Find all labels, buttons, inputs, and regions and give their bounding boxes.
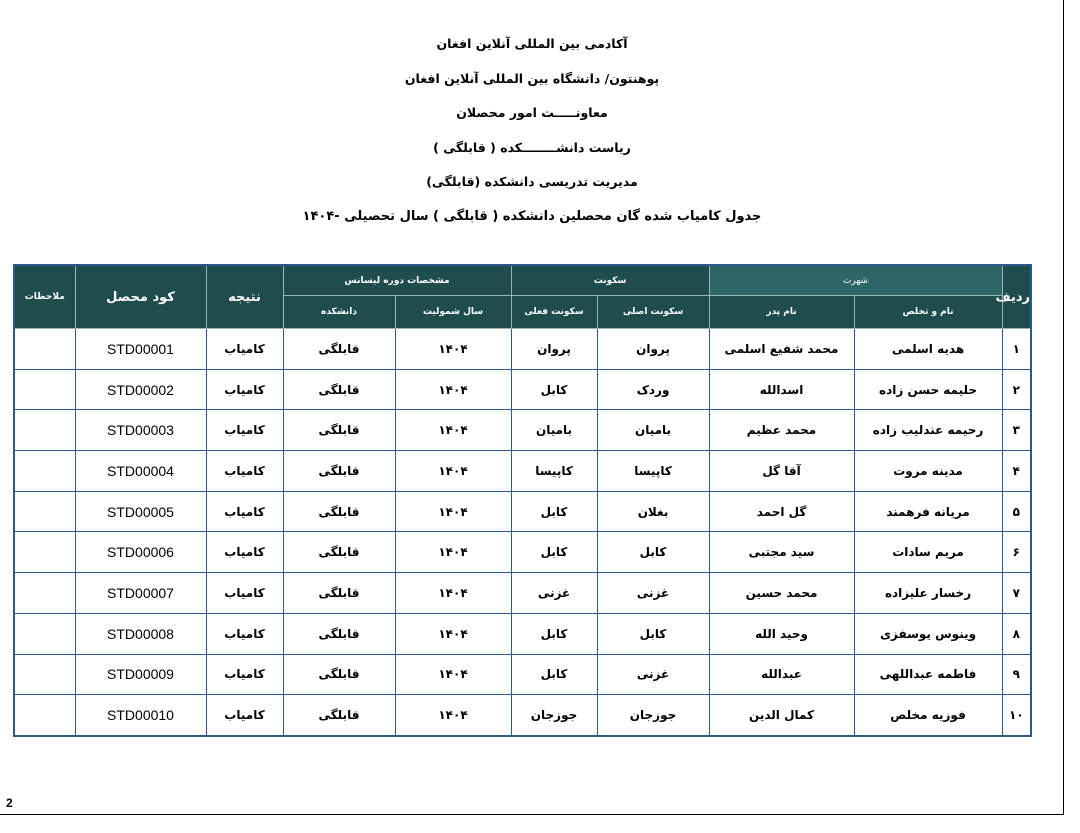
- cell-original-residence: جوزجان: [597, 695, 709, 736]
- cell-result: کامیاب: [206, 410, 283, 451]
- cell-name: حلیمه حسن زاده: [854, 369, 1002, 410]
- deputy-title: معاونـــــت امور محصلان: [456, 105, 608, 120]
- cell-notes: [14, 451, 75, 492]
- cell-result: کامیاب: [206, 654, 283, 695]
- cell-notes: [14, 369, 75, 410]
- cell-enroll-year: ۱۴۰۴: [395, 654, 511, 695]
- cell-name: رحیمه عندلیب زاده: [854, 410, 1002, 451]
- cell-original-residence: غزنی: [597, 654, 709, 695]
- cell-name: مدینه مروت: [854, 451, 1002, 492]
- cell-student-code: STD00003: [75, 410, 206, 451]
- cell-original-residence: کابل: [597, 532, 709, 573]
- cell-father-name: عبدالله: [709, 654, 854, 695]
- header-identity-group: شهرت: [709, 265, 1002, 296]
- cell-notes: [14, 532, 75, 573]
- table-row: [14, 491, 1031, 532]
- table-row: [14, 410, 1031, 451]
- header-student-code: کود محصل: [75, 265, 206, 329]
- academy-title: آکادمی بین المللی آنلاین افغان: [436, 36, 628, 51]
- cell-current-residence: کابل: [511, 369, 597, 410]
- cell-faculty: قابلگی: [283, 613, 395, 654]
- cell-enroll-year: ۱۴۰۴: [395, 573, 511, 614]
- cell-row-number: ۵: [1002, 491, 1031, 532]
- cell-faculty: قابلگی: [283, 573, 395, 614]
- document-header: [0, 30, 1064, 237]
- cell-name: مریانه فرهمند: [854, 491, 1002, 532]
- cell-original-residence: غزنی: [597, 573, 709, 614]
- table-caption: جدول کامیاب شده گان محصلین دانشکده ( قابلگی ) سال تحصیلی -۱۴۰۴: [302, 208, 762, 224]
- cell-enroll-year: ۱۴۰۴: [395, 532, 511, 573]
- table-row: [14, 573, 1031, 614]
- page-number: 2: [6, 796, 13, 810]
- faculty-presidency-title: ریاست دانشــــــــکده ( قابلگی ): [433, 139, 631, 155]
- cell-student-code: STD00008: [75, 613, 206, 654]
- cell-name: رخسار علیزاده: [854, 573, 1002, 614]
- header-bachelor-group: مشخصات دوره لیسانس: [283, 265, 511, 296]
- cell-faculty: قابلگی: [283, 410, 395, 451]
- cell-student-code: STD00004: [75, 451, 206, 492]
- cell-result: کامیاب: [206, 532, 283, 573]
- table-row: [14, 654, 1031, 695]
- cell-name: هدیه اسلمی: [854, 329, 1002, 370]
- cell-name: فاطمه عبداللهی: [854, 654, 1002, 695]
- cell-faculty: قابلگی: [283, 329, 395, 370]
- cell-faculty: قابلگی: [283, 451, 395, 492]
- cell-current-residence: کابل: [511, 613, 597, 654]
- cell-enroll-year: ۱۴۰۴: [395, 369, 511, 410]
- cell-row-number: ۷: [1002, 573, 1031, 614]
- teaching-management-title: مدیریت تدریسی دانشکده (قابلگی): [426, 174, 638, 189]
- cell-student-code: STD00010: [75, 695, 206, 736]
- cell-student-code: STD00009: [75, 654, 206, 695]
- cell-notes: [14, 410, 75, 451]
- cell-enroll-year: ۱۴۰۴: [395, 410, 511, 451]
- cell-faculty: قابلگی: [283, 369, 395, 410]
- header-notes: ملاحظات: [14, 265, 75, 329]
- table-row: [14, 695, 1031, 736]
- cell-notes: [14, 613, 75, 654]
- cell-enroll-year: ۱۴۰۴: [395, 329, 511, 370]
- cell-faculty: قابلگی: [283, 491, 395, 532]
- cell-father-name: وحید الله: [709, 613, 854, 654]
- university-title: پوهنتون/ دانشگاه بین المللی آنلاین افغان: [404, 70, 660, 86]
- cell-row-number: ۲: [1002, 369, 1031, 410]
- cell-current-residence: غزنی: [511, 573, 597, 614]
- cell-current-residence: کابل: [511, 532, 597, 573]
- header-father-name: نام پدر: [709, 296, 854, 329]
- cell-current-residence: جوزجان: [511, 695, 597, 736]
- table-row: [14, 369, 1031, 410]
- cell-father-name: محمد شفیع اسلمی: [709, 329, 854, 370]
- cell-father-name: کمال الدین: [709, 695, 854, 736]
- header-current-residence: سکونت فعلی: [511, 296, 597, 329]
- cell-notes: [14, 695, 75, 736]
- cell-faculty: قابلگی: [283, 532, 395, 573]
- cell-student-code: STD00005: [75, 491, 206, 532]
- cell-father-name: گل احمد: [709, 491, 854, 532]
- cell-name: فوزیه مخلص: [854, 695, 1002, 736]
- cell-name: وینوس یوسفزی: [854, 613, 1002, 654]
- cell-name: مریم سادات: [854, 532, 1002, 573]
- cell-result: کامیاب: [206, 573, 283, 614]
- cell-father-name: آقا گل: [709, 451, 854, 492]
- cell-current-residence: بامیان: [511, 410, 597, 451]
- cell-father-name: محمد عظیم: [709, 410, 854, 451]
- header-enroll-year: سال شمولیت: [395, 296, 511, 329]
- cell-result: کامیاب: [206, 369, 283, 410]
- cell-result: کامیاب: [206, 491, 283, 532]
- cell-father-name: سید مجتبی: [709, 532, 854, 573]
- cell-row-number: ۸: [1002, 613, 1031, 654]
- header-row-number: ردیف: [1002, 265, 1031, 329]
- results-table: [13, 264, 1032, 737]
- cell-result: کامیاب: [206, 329, 283, 370]
- cell-original-residence: وردک: [597, 369, 709, 410]
- cell-current-residence: کاپیسا: [511, 451, 597, 492]
- cell-enroll-year: ۱۴۰۴: [395, 695, 511, 736]
- cell-enroll-year: ۱۴۰۴: [395, 491, 511, 532]
- header-residence-group: سکونت: [511, 265, 709, 296]
- cell-enroll-year: ۱۴۰۴: [395, 613, 511, 654]
- cell-student-code: STD00002: [75, 369, 206, 410]
- cell-row-number: ۴: [1002, 451, 1031, 492]
- cell-original-residence: پروان: [597, 329, 709, 370]
- table-row: [14, 613, 1031, 654]
- cell-notes: [14, 329, 75, 370]
- cell-current-residence: کابل: [511, 491, 597, 532]
- cell-row-number: ۶: [1002, 532, 1031, 573]
- header-result: نتیجه: [206, 265, 283, 329]
- cell-result: کامیاب: [206, 613, 283, 654]
- cell-current-residence: پروان: [511, 329, 597, 370]
- cell-original-residence: کابل: [597, 613, 709, 654]
- cell-row-number: ۹: [1002, 654, 1031, 695]
- table-row: [14, 451, 1031, 492]
- cell-row-number: ۱۰: [1002, 695, 1031, 736]
- cell-faculty: قابلگی: [283, 695, 395, 736]
- cell-original-residence: بامیان: [597, 410, 709, 451]
- cell-enroll-year: ۱۴۰۴: [395, 451, 511, 492]
- header-faculty: دانشکده: [283, 296, 395, 329]
- cell-student-code: STD00007: [75, 573, 206, 614]
- cell-result: کامیاب: [206, 695, 283, 736]
- cell-student-code: STD00006: [75, 532, 206, 573]
- cell-row-number: ۳: [1002, 410, 1031, 451]
- header-original-residence: سکونت اصلی: [597, 296, 709, 329]
- table-row: [14, 532, 1031, 573]
- cell-student-code: STD00001: [75, 329, 206, 370]
- cell-result: کامیاب: [206, 451, 283, 492]
- cell-father-name: محمد حسین: [709, 573, 854, 614]
- cell-original-residence: کاپیسا: [597, 451, 709, 492]
- cell-notes: [14, 654, 75, 695]
- cell-notes: [14, 491, 75, 532]
- cell-faculty: قابلگی: [283, 654, 395, 695]
- cell-row-number: ۱: [1002, 329, 1031, 370]
- cell-original-residence: بغلان: [597, 491, 709, 532]
- cell-father-name: اسدالله: [709, 369, 854, 410]
- cell-notes: [14, 573, 75, 614]
- cell-current-residence: کابل: [511, 654, 597, 695]
- table-row: [14, 329, 1031, 370]
- header-name: نام و تخلص: [854, 296, 1002, 329]
